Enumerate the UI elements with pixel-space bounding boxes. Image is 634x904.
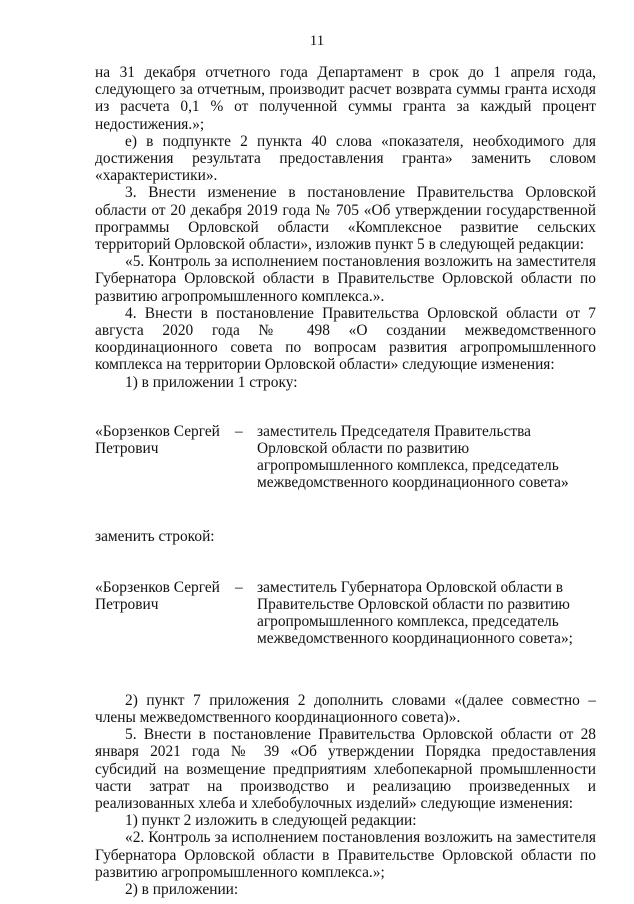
paragraph-item-3-quote: «5. Контроль за исполнением постановления возложить на заместителя Губернатора Орловской области в Правительстве Орловской области по развитию агропромышленного комплекса.». [95,253,596,305]
paragraph-item-4: 4. Внести в постановление Правительства Орловской области от 7 августа 2020 года № 498 «О создании межведомственного координационного совета по вопросам развития агропромышленного комплекса на территории Орловской области» следующие изменения: [95,304,596,374]
document-body [95,64,596,898]
paragraph-subitem-e: е) в подпункте 2 пункта 40 слова «показателя, необходимого для достижения результата предоставления гранта» заменить словом «характеристики». [95,132,596,185]
paragraph-item-4-2: 2) пункт 7 приложения 2 дополнить словами «(далее совместно – члены межведомственного координационного совета)». [95,691,596,726]
member-row-new [95,579,596,648]
paragraph-grant-refund: на 31 декабря отчетного года Департамент в срок до 1 апреля года, следующего за отчетным, производит расчет возврата суммы гранта исходя из расчета 0,1 % от полученной суммы гранта за каждый процент недостижения.»; [95,64,596,133]
paragraph-item-3: 3. Внести изменение в постановление Правительства Орловской области от 20 декабря 2019 года № 705 «Об утверждении государственной программы Орловской области «Комплексное развитие сельских территорий Орловской области», изложив пункт 5 в следующей редакции: [95,184,596,254]
replace-with-label: заменить строкой: [95,527,215,545]
member-name: «Борзенков Сергей Петрович [95,422,220,458]
paragraph-item-5-1-quote: «2. Контроль за исполнением постановления возложить на заместителя Губернатора Орловской области в Правительстве Орловской области по развитию агропромышленного комплекса.»; [95,829,596,881]
paragraph-item-4-1: 1) в приложении 1 строку: [125,373,298,391]
member-role: заместитель Председателя Правительства Орловской области по развитию агропромышленного комплекса, председатель межведомственного координационного совета» [257,422,569,492]
member-role: заместитель Губернатора Орловской области в Правительстве Орловской области по развитию агропромышленного комплекса, председатель межведомственного координационного совета»; [257,578,573,648]
page-number: 11 [309,33,325,49]
paragraph-item-5-1: 1) пункт 2 изложить в следующей редакции: [125,812,417,830]
dash-separator: – [235,422,243,440]
paragraph-item-5-2: 2) в приложении: [125,880,239,898]
member-name: «Борзенков Сергей Петрович [95,578,220,614]
member-row-old [95,423,596,492]
paragraph-item-5: 5. Внести в постановление Правительства Орловской области от 28 января 2021 года № 39 «Об утверждении Порядка предоставления субсидий на возмещение предприятиям хлебопекарной промышленности части затрат на производство и реализацию произведенных и реализованных хлеба и хлебобулочных изделий» следующие изменения: [95,726,596,812]
dash-separator: – [235,578,243,596]
